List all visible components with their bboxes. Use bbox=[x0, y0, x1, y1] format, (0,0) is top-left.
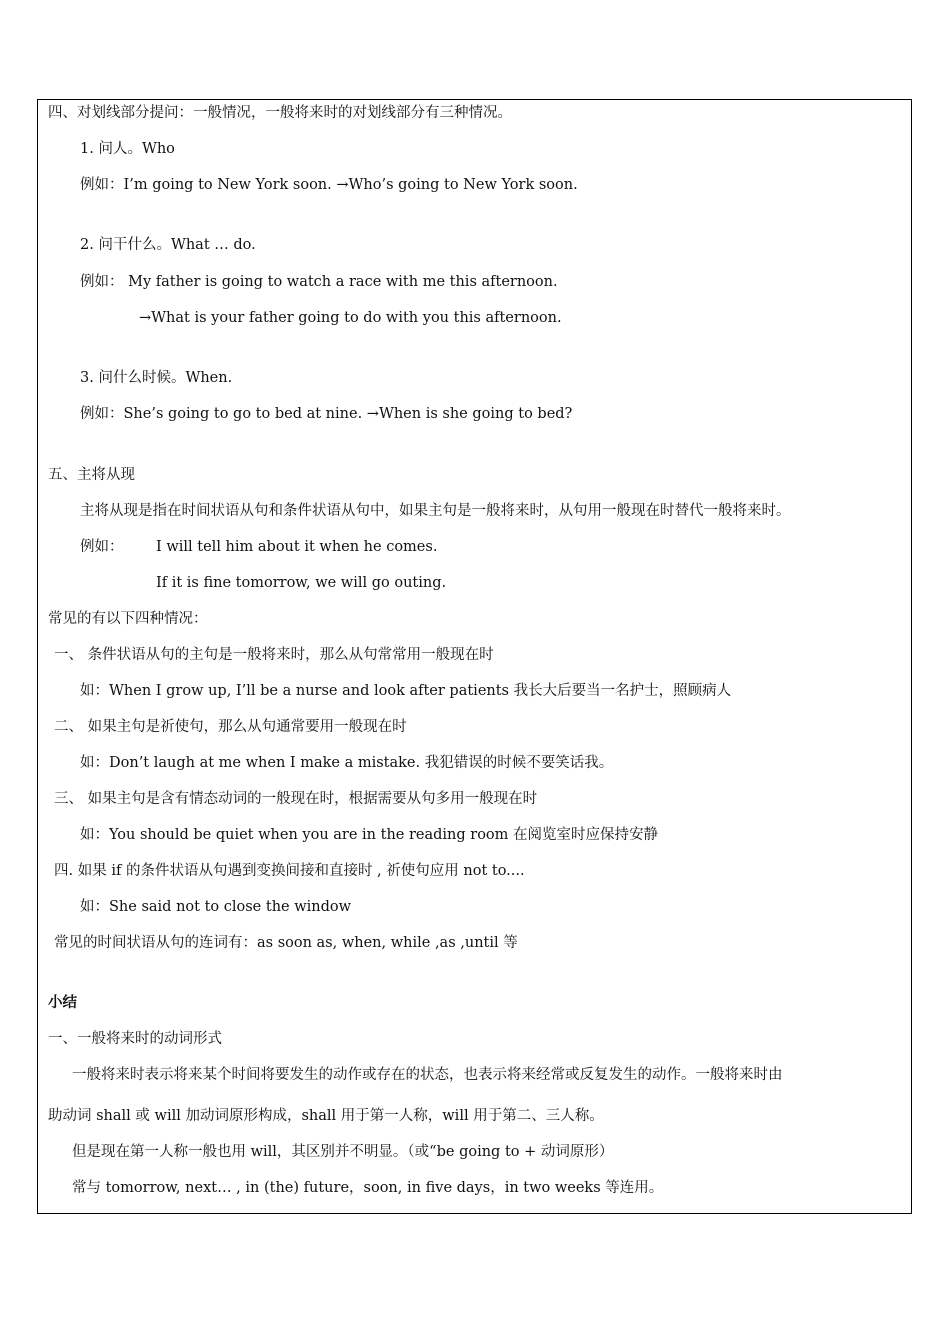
section4-heading: 四、对划线部分提问：一般情况，一般将来时的对划线部分有三种情况。 bbox=[48, 105, 512, 121]
summary-paragraph-2: 但是现在第一人称一般也用 will，其区别并不明显。（或“be going to + 动词原形） bbox=[72, 1144, 614, 1160]
summary-paragraph-3: 常与 tomorrow, next… , in (the) future，soon, in five days，in two weeks 等连用。 bbox=[72, 1180, 664, 1196]
section5-cases-intro: 常见的有以下四种情况： bbox=[48, 611, 208, 627]
section4-item1-example: 例如：I’m going to New York soon. →Who’s going to New York soon. bbox=[80, 177, 578, 193]
section5-example-label: 例如： bbox=[80, 539, 124, 555]
section4-item3-example: 例如：She’s going to go to bed at nine. →When is she going to bed? bbox=[80, 406, 573, 422]
summary-subheading: 一、一般将来时的动词形式 bbox=[48, 1031, 222, 1047]
summary-heading: 小结 bbox=[48, 995, 77, 1011]
case3-example: 如：You should be quiet when you are in the reading room 在阅览室时应保持安静 bbox=[80, 827, 659, 843]
case1-example: 如：When I grow up, I’ll be a nurse and look after patients 我长大后要当一名护士，照顾病人 bbox=[80, 683, 732, 699]
section4-item2-example-b: →What is your father going to do with you this afternoon. bbox=[139, 310, 562, 326]
section5-heading: 五、主将从现 bbox=[48, 467, 135, 483]
summary-paragraph-1b: 助动词 shall 或 will 加动词原形构成，shall 用于第一人称，will 用于第二、三人称。 bbox=[48, 1108, 604, 1124]
section4-item1-title: 1. 问人。Who bbox=[80, 141, 175, 157]
section4-item3-title: 3. 问什么时候。When. bbox=[80, 370, 233, 386]
case2-title: 二、 如果主句是祈使句，那么从句通常要用一般现在时 bbox=[54, 719, 407, 735]
section4-item2-title: 2. 问干什么。What … do. bbox=[80, 237, 256, 253]
case4-title: 四. 如果 if 的条件状语从句遇到变换间接和直接时 , 祈使句应用 not to.... bbox=[54, 863, 525, 879]
case4-example: 如：She said not to close the window bbox=[80, 899, 352, 915]
section5-example-a: I will tell him about it when he comes. bbox=[156, 539, 438, 555]
section5-definition: 主将从现是指在时间状语从句和条件状语从句中，如果主句是一般将来时，从句用一般现在时替代一般将来时。 bbox=[80, 503, 791, 519]
conjunctions-note: 常见的时间状语从句的连词有：as soon as, when, while ,as ,until 等 bbox=[54, 935, 518, 951]
section5-example-b: If it is fine tomorrow, we will go outing. bbox=[156, 575, 447, 591]
case2-example: 如：Don’t laugh at me when I make a mistake. 我犯错误的时候不要笑话我。 bbox=[80, 755, 614, 771]
section4-item2-example-a: 例如： My father is going to watch a race with me this afternoon. bbox=[80, 274, 558, 290]
summary-paragraph-1a: 一般将来时表示将来某个时间将要发生的动作或存在的状态，也表示将来经常或反复发生的动作。一般将来时由 bbox=[72, 1067, 783, 1083]
case1-title: 一、 条件状语从句的主句是一般将来时，那么从句常常用一般现在时 bbox=[54, 647, 494, 663]
case3-title: 三、 如果主句是含有情态动词的一般现在时，根据需要从句多用一般现在时 bbox=[54, 791, 538, 807]
